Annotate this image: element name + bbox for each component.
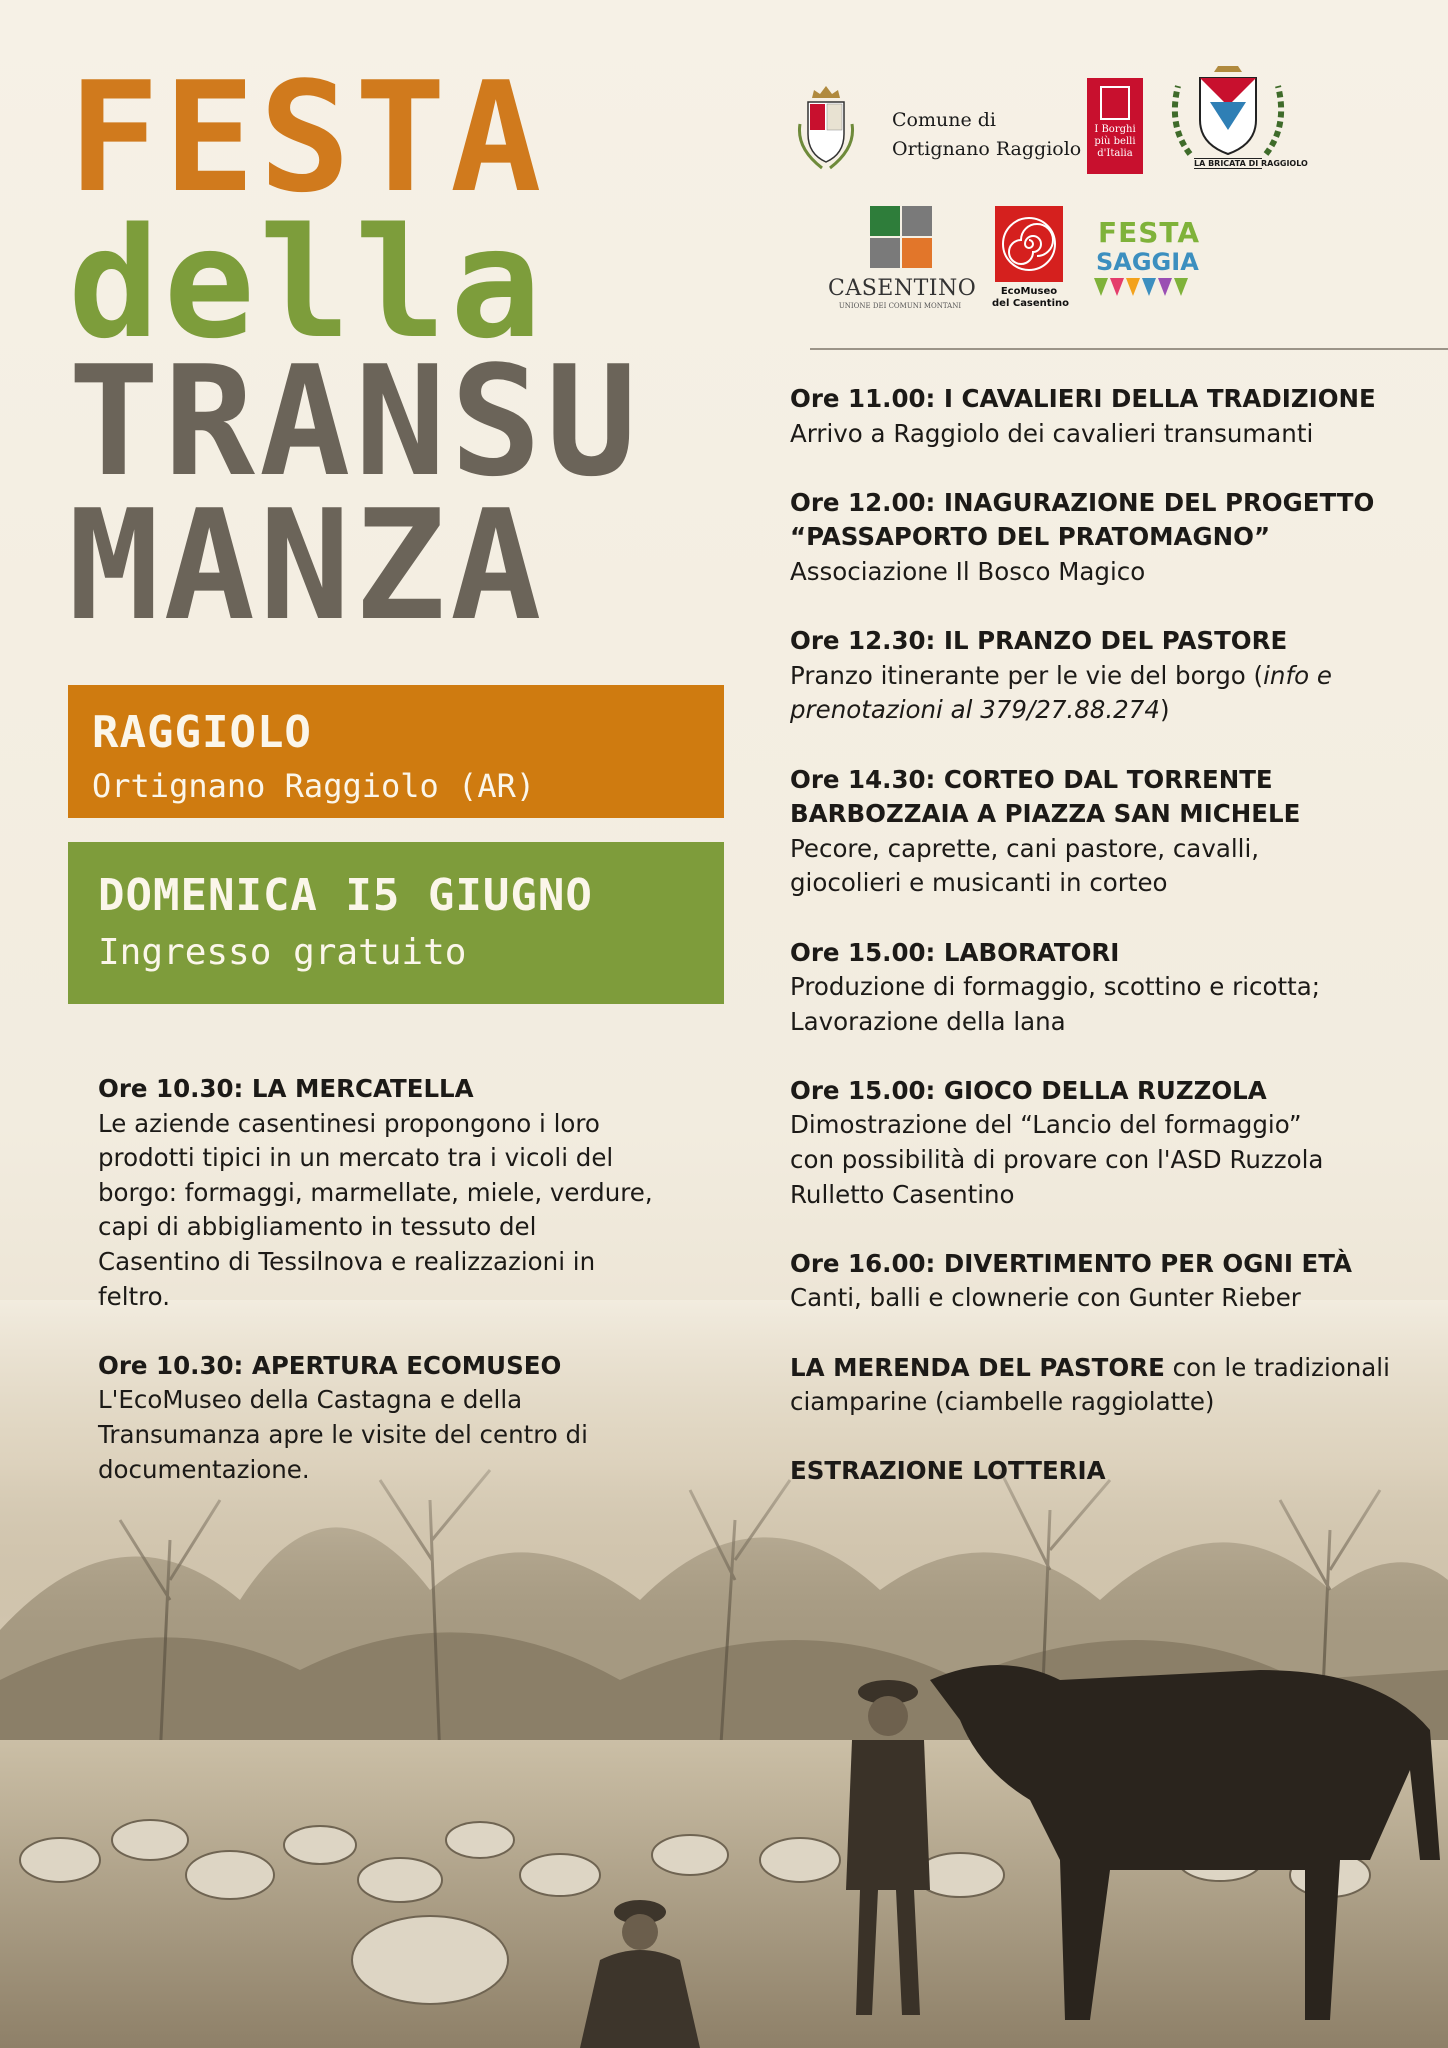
event-lotteria bbox=[790, 1454, 1420, 1489]
town-name: RAGGIOLO bbox=[92, 707, 312, 758]
festa-saggia-line1: FESTA bbox=[1098, 216, 1201, 249]
event-heading: Ore 11.00: I CAVALIERI DELLA TRADIZIONE bbox=[790, 384, 1376, 413]
bricata-crest-icon bbox=[1164, 66, 1292, 158]
casentino-subtitle: UNIONE DEI COMUNI MONTANI bbox=[838, 302, 962, 310]
ecomuseo-line2: del Casentino bbox=[992, 298, 1069, 309]
event-text bbox=[790, 659, 1420, 694]
ecomuseo-line1: EcoMuseo bbox=[1000, 286, 1058, 297]
event-corteo bbox=[790, 763, 1420, 901]
title-transu: TRANSU bbox=[68, 333, 642, 510]
event-date: DOMENICA I5 GIUGNO bbox=[98, 870, 593, 921]
event-laboratori bbox=[790, 936, 1420, 1040]
event-text bbox=[790, 693, 1420, 728]
event-text: Rulletto Casentino bbox=[790, 1179, 1015, 1209]
pranzo-close: ) bbox=[1159, 695, 1170, 725]
merenda-heading: LA MERENDA DEL PASTORE bbox=[790, 1352, 1165, 1382]
pranzo-info: info e bbox=[1263, 660, 1332, 690]
merenda-text: con le tradizionali bbox=[1164, 1352, 1390, 1382]
casentino-mark-icon bbox=[870, 206, 932, 268]
festa-saggia-line2: SAGGIA bbox=[1096, 248, 1199, 276]
event-heading: Ore 16.00: DIVERTIMENTO PER OGNI ETÀ bbox=[790, 1248, 1352, 1278]
event-text: documentazione. bbox=[98, 1454, 310, 1484]
event-text: giocolieri e musicanti in corteo bbox=[790, 868, 1168, 898]
event-ecomuseo bbox=[98, 1349, 698, 1487]
event-heading: Ore 10.30: APERTURA ECOMUSEO bbox=[98, 1350, 562, 1380]
title-festa: FESTA bbox=[68, 49, 546, 226]
event-text: Transumanza apre le visite del centro di bbox=[98, 1419, 588, 1449]
event-ruzzola bbox=[790, 1074, 1420, 1212]
event-text: prodotti tipici in un mercato tra i vicoli del bbox=[98, 1143, 614, 1173]
ecomuseo-logo bbox=[992, 206, 1069, 310]
event-text: capi di abbigliamento in tessuto del bbox=[98, 1212, 537, 1242]
borghi-line1: I Borghi bbox=[1094, 124, 1136, 135]
event-heading: Ore 12.00: INAGURAZIONE DEL PROGETTO bbox=[790, 487, 1375, 517]
event-divertimento bbox=[790, 1247, 1420, 1316]
event-heading: Ore 15.00: LABORATORI bbox=[790, 937, 1120, 967]
title-della: della bbox=[68, 195, 546, 372]
borghi-line3: d'Italia bbox=[1097, 148, 1133, 159]
schedule-right bbox=[790, 382, 1420, 1524]
spiral-icon bbox=[995, 206, 1063, 282]
event-heading: Ore 14.30: CORTEO DAL TORRENTE bbox=[790, 764, 1273, 794]
event-text: con possibilità di provare con l'ASD Ruzzola bbox=[790, 1145, 1324, 1175]
borghi-logo bbox=[1087, 78, 1143, 174]
event-text: Produzione di formaggio, scottino e ricotta; bbox=[790, 972, 1320, 1002]
event-text: Le aziende casentinesi propongono i loro bbox=[98, 1108, 600, 1138]
casentino-name: CASENTINO bbox=[828, 276, 977, 301]
comune-crest-icon bbox=[792, 84, 860, 172]
event-text: Dimostrazione del “Lancio del formaggio” bbox=[790, 1110, 1302, 1140]
event-text: Canti, balli e clownerie con Gunter Rieber bbox=[790, 1283, 1301, 1313]
event-cavalieri bbox=[790, 382, 1420, 451]
event-heading: Ore 15.00: GIOCO DELLA RUZZOLA bbox=[790, 1075, 1267, 1105]
header-divider bbox=[810, 348, 1448, 350]
event-text: L'EcoMuseo della Castagna e della bbox=[98, 1385, 523, 1415]
bricata-logo bbox=[1164, 66, 1308, 176]
title-manza: MANZA bbox=[68, 477, 546, 654]
comune-line2: Ortignano Raggiolo bbox=[892, 138, 1082, 160]
event-pranzo bbox=[790, 624, 1420, 728]
bricata-name: LA BRICATA DI RAGGIOLO bbox=[1194, 159, 1308, 168]
event-text: ciamparine (ciambelle raggiolatte) bbox=[790, 1387, 1215, 1417]
event-heading: ESTRAZIONE LOTTERIA bbox=[790, 1456, 1106, 1486]
event-heading-cont: “PASSAPORTO DEL PRATOMAGNO” bbox=[790, 522, 1271, 552]
festa-saggia-logo bbox=[1090, 214, 1202, 298]
location-banner bbox=[68, 685, 724, 818]
comune-line1: Comune di bbox=[892, 109, 996, 131]
event-heading-cont: BARBOZZAIA A PIAZZA SAN MICHELE bbox=[790, 799, 1301, 829]
event-text: feltro. bbox=[98, 1281, 170, 1311]
schedule-left bbox=[98, 1072, 698, 1522]
event-text: Pecore, caprette, cani pastore, cavalli, bbox=[790, 833, 1260, 863]
event-text: Arrivo a Raggiolo dei cavalieri transumanti bbox=[790, 418, 1314, 448]
entry-fee: Ingresso gratuito bbox=[98, 932, 467, 973]
bunting-icon bbox=[1092, 276, 1202, 298]
tower-icon bbox=[1100, 86, 1130, 120]
comune-name bbox=[892, 106, 1081, 164]
event-inaugurazione bbox=[790, 486, 1420, 590]
event-mercatella bbox=[98, 1072, 698, 1314]
date-banner bbox=[68, 842, 724, 1004]
event-text: Associazione Il Bosco Magico bbox=[790, 556, 1146, 586]
event-text: Casentino di Tessilnova e realizzazioni in bbox=[98, 1246, 596, 1276]
event-heading: Ore 12.30: IL PRANZO DEL PASTORE bbox=[790, 626, 1288, 656]
event-merenda bbox=[790, 1351, 1420, 1420]
pranzo-phone: prenotazioni al 379/27.88.274 bbox=[790, 695, 1160, 725]
municipality-name: Ortignano Raggiolo (AR) bbox=[92, 767, 536, 805]
event-text bbox=[790, 1351, 1420, 1386]
casentino-logo bbox=[828, 206, 977, 310]
event-heading: Ore 10.30: LA MERCATELLA bbox=[98, 1074, 474, 1103]
event-text: Lavorazione della lana bbox=[790, 1006, 1066, 1036]
pranzo-text: Pranzo itinerante per le vie del borgo ( bbox=[790, 660, 1264, 690]
event-text: borgo: formaggi, marmellate, miele, verdure, bbox=[98, 1177, 653, 1207]
borghi-line2: più belli bbox=[1094, 136, 1136, 147]
